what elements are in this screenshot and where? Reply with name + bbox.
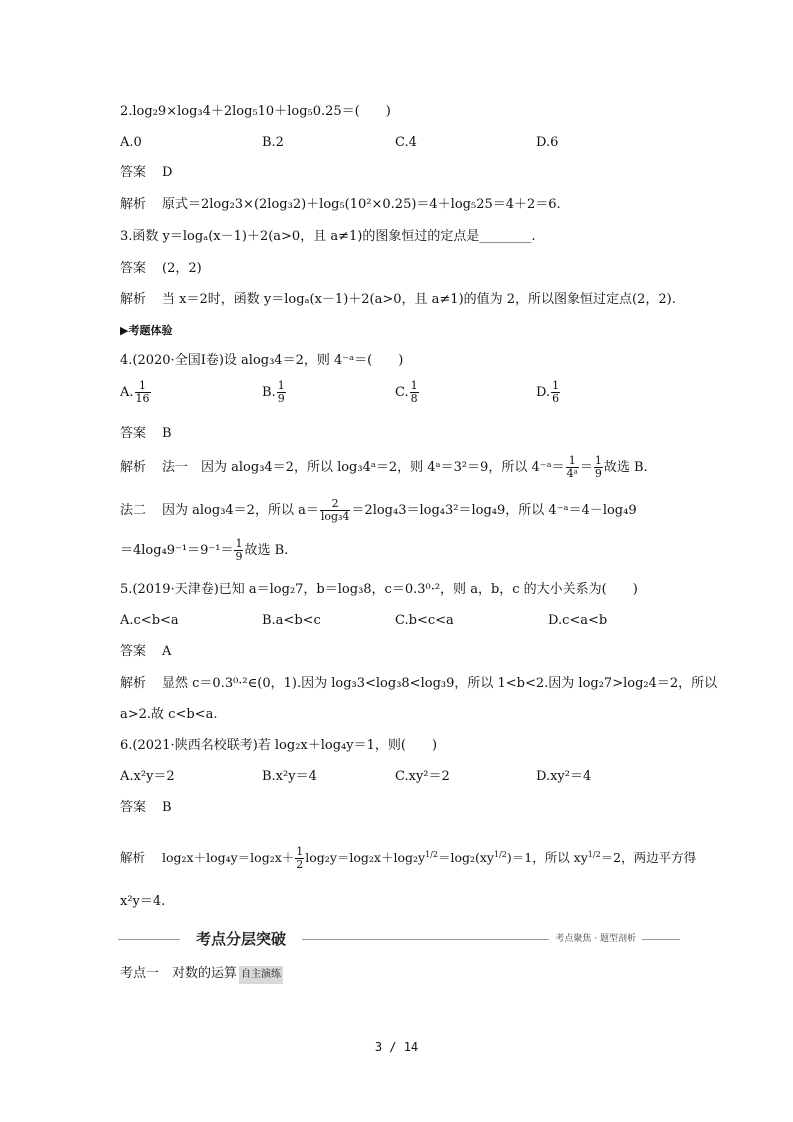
q3-analysis [120,291,693,309]
band-subtitle: 考点聚焦 · 题型剖析 [549,931,642,947]
q4-analysis-method2-cont: ＝4log₄9⁻¹＝9⁻¹＝ $\frac{1}{9}$ 故选 B. [120,537,289,563]
q5-option-d: D.c<a<b [548,613,608,628]
answer-value: B [162,800,172,815]
answer-value: B [162,426,172,441]
topic-tag: 自主演练 [239,966,283,984]
answer-value: D [162,165,173,180]
q2-option-a: A.0 [120,135,142,150]
section-heading: ▶考题体验 [120,324,173,337]
analysis-key: 解析 [120,460,147,475]
q6-analysis: 解析 log₂x＋log₄y＝log₂x＋ $\frac{1}{2}$ $\log_2y=\log_2x+\log_2y^{1/2}=\log_2(xy^{1/2})=1$，所以 $xy^{1/2}=2$，两边平方得 [120,845,697,872]
answer-value: A [162,644,172,659]
topic-heading: 考点一 对数的运算 自主演练 [120,965,693,984]
q4-option-d: D. $\frac{1}{6}$ [536,379,560,405]
q4-answer [120,425,693,443]
q2-option-d: D.6 [536,135,559,150]
q6-analysis-cont: x²y＝4. [120,894,166,909]
q2-answer [120,164,693,182]
q5-option-b: B.a<b<c [262,613,321,628]
analysis-key: 解析 [120,676,147,691]
analysis-text: 原式＝2log₂3×(2log₃2)＋log₅(10²×0.25)＝4＋log₅25＝4＋2＝6. [162,197,561,212]
section-band [118,928,680,950]
answer-value: (2，2) [162,261,202,276]
analysis-key: 解析 [120,850,146,866]
answer-key: 答案 [120,261,147,276]
q5-stem: 5.(2019·天津卷)已知 a＝log₂7，b＝log₃8，c＝0.3⁰·²，则 a，b，c 的大小关系为( ) [120,582,638,597]
page-number: 3 / 14 [374,1040,419,1054]
answer-key: 答案 [120,644,147,659]
q4-option-a: A. $\frac{1}{16}$ [120,379,150,405]
q5-option-a: A.c<b<a [120,613,179,628]
q6-option-b: B.x²y＝4 [262,769,317,784]
q4-stem: 4.(2020·全国Ⅰ卷)设 alog₃4＝2，则 4⁻ᵃ＝( ) [120,353,404,368]
q6-option-a: A.x²y＝2 [120,769,175,784]
q4-option-c: C. $\frac{1}{8}$ [395,379,418,405]
q6-option-c: C.xy²＝2 [395,769,450,784]
band-title: 考点分层突破 [180,928,302,950]
q5-option-c: C.b<c<a [395,613,454,628]
q6-option-d: D.xy²＝4 [536,769,592,784]
answer-key: 答案 [120,800,147,815]
q5-analysis-cont: a>2.故 c<b<a. [120,707,218,722]
q2-analysis [120,196,693,214]
answer-key: 答案 [120,165,147,180]
q2-option-b: B.2 [262,135,284,150]
q4-analysis-method1: 解析 法一 因为 alog₃4＝2，所以 log₃4ᵃ＝2，则 4ᵃ＝3²＝9，所以 4⁻ᵃ＝ $\frac{1}{\text{4ᵃ}}$ ＝ $\frac{1}{9}$ 故选 B. [120,454,648,480]
q6-answer [120,799,693,817]
q3-stem: 3.函数 y＝logₐ(x－1)＋2(a>0，且 a≠1)的图象恒过的定点是________. [120,229,536,244]
q6-stem: 6.(2021·陕西名校联考)若 log₂x＋log₄y＝1，则( ) [120,738,438,753]
q4-option-b: B. $\frac{1}{9}$ [262,379,285,405]
q4-analysis-method2: 法二 因为 alog₃4＝2，所以 a＝ $\frac{2}{\text{log₃4}}$ ＝2log₄3＝log₄3²＝log₄9，所以 4⁻ᵃ＝4－log₄9 [120,497,637,523]
analysis-key: 解析 [120,292,147,307]
q5-answer [120,643,693,661]
q2-stem: 2.log₂9×log₃4＋2log₅10＋log₅0.25＝( ) [120,104,391,119]
q5-analysis: 解析 显然 c＝0.3⁰·²∈(0，1).因为 log₃3<log₃8<log₃9，所以 1<b<2.因为 log₂7>log₂4＝2，所以 [120,676,718,691]
q2-option-c: C.4 [395,135,417,150]
q3-answer [120,260,693,278]
analysis-text: 当 x＝2时，函数 y＝logₐ(x－1)＋2(a>0，且 a≠1)的值为 2，所以图象恒过定点(2，2). [162,292,676,307]
answer-key: 答案 [120,426,147,441]
analysis-key: 解析 [120,197,147,212]
